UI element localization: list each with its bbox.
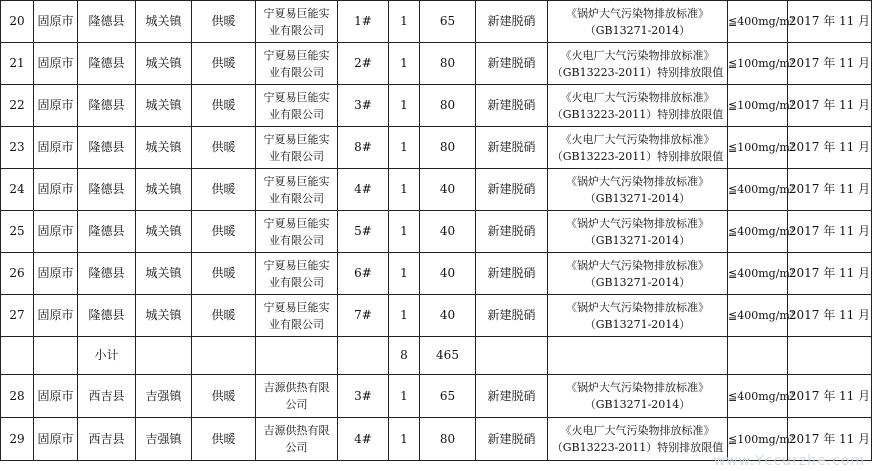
standard-cell xyxy=(548,1,728,43)
measure-cell: 新建脱硝 xyxy=(476,127,548,169)
limit-cell: ≦400mg/m³ xyxy=(728,375,788,418)
city-cell: 固原市 xyxy=(34,1,78,43)
standard-cell xyxy=(548,418,728,461)
measure-cell: 新建脱硝 xyxy=(476,418,548,461)
city-cell: 固原市 xyxy=(34,169,78,211)
row-number-cell: 25 xyxy=(1,211,34,253)
table-row xyxy=(1,127,872,169)
table-row xyxy=(1,1,872,43)
row-number-cell: 22 xyxy=(1,85,34,127)
table-row xyxy=(1,169,872,211)
standard-cell-line: （GB13271-2014） xyxy=(584,317,691,331)
company-cell xyxy=(256,127,338,169)
standard-cell-line: （GB13223-2011）特别排放限值 xyxy=(551,107,724,121)
town-cell: 城关镇 xyxy=(136,211,192,253)
limit-cell: ≦100mg/m³ xyxy=(728,127,788,169)
town-cell: 城关镇 xyxy=(136,253,192,295)
town-cell: 城关镇 xyxy=(136,169,192,211)
unit-cell: 4# xyxy=(338,169,389,211)
date-cell: 2017 年 11 月 xyxy=(788,1,872,43)
usage-cell: 供暖 xyxy=(192,375,256,418)
city-cell: 固原市 xyxy=(34,418,78,461)
standard-cell-line: 《火电厂大气污染物排放标准》 xyxy=(560,424,715,437)
limit-cell: ≦400mg/m³ xyxy=(728,211,788,253)
standard-cell-line: 《锅炉大气污染物排放标准》 xyxy=(566,6,709,20)
standard-cell xyxy=(548,85,728,127)
row-number-cell: 29 xyxy=(1,418,34,461)
standard-cell xyxy=(548,295,728,337)
count-cell: 1 xyxy=(389,1,420,43)
count-cell: 1 xyxy=(389,253,420,295)
company-cell-line: 公司 xyxy=(285,441,308,454)
usage-cell: 供暖 xyxy=(192,1,256,43)
unit-cell: 2# xyxy=(338,43,389,85)
standard-cell xyxy=(548,169,728,211)
company-cell-line: 公司 xyxy=(285,398,308,411)
date-cell: 2017 年 11 月 xyxy=(788,253,872,295)
capacity-cell: 40 xyxy=(420,169,476,211)
row-number-cell: 26 xyxy=(1,253,34,295)
standard-cell-line: 《锅炉大气污染物排放标准》 xyxy=(566,174,709,188)
limit-cell: ≦400mg/m³ xyxy=(728,253,788,295)
unit-cell: 3# xyxy=(338,375,389,418)
capacity-cell: 65 xyxy=(420,375,476,418)
company-cell-line: 业有限公司 xyxy=(269,107,324,121)
company-cell-line: 业有限公司 xyxy=(269,149,324,163)
usage-cell: 供暖 xyxy=(192,253,256,295)
subtotal-row xyxy=(1,337,872,375)
subtotal-capacity-cell: 465 xyxy=(420,337,476,375)
city-cell: 固原市 xyxy=(34,211,78,253)
date-cell: 2017 年 11 月 xyxy=(788,211,872,253)
company-cell xyxy=(256,295,338,337)
date-cell: 2017 年 11 月 xyxy=(788,295,872,337)
subtotal-blank-cell xyxy=(728,337,788,375)
company-cell xyxy=(256,211,338,253)
row-number-cell: 27 xyxy=(1,295,34,337)
date-cell: 2017 年 11 月 xyxy=(788,43,872,85)
measure-cell: 新建脱硝 xyxy=(476,375,548,418)
subtotal-count-cell: 8 xyxy=(389,337,420,375)
standard-cell-line: （GB13271-2014） xyxy=(584,275,691,289)
capacity-cell: 65 xyxy=(420,1,476,43)
usage-cell: 供暖 xyxy=(192,85,256,127)
city-cell: 固原市 xyxy=(34,43,78,85)
company-cell xyxy=(256,418,338,461)
company-cell xyxy=(256,43,338,85)
subtotal-blank-cell xyxy=(338,337,389,375)
standard-cell xyxy=(548,211,728,253)
town-cell: 吉强镇 xyxy=(136,375,192,418)
company-cell xyxy=(256,1,338,43)
unit-cell: 4# xyxy=(338,418,389,461)
company-cell xyxy=(256,375,338,418)
standard-cell xyxy=(548,253,728,295)
count-cell: 1 xyxy=(389,418,420,461)
company-cell-line: 业有限公司 xyxy=(269,191,324,205)
county-cell: 隆德县 xyxy=(78,85,136,127)
usage-cell: 供暖 xyxy=(192,43,256,85)
standard-cell-line: 《火电厂大气污染物排放标准》 xyxy=(560,90,715,104)
county-cell: 西吉县 xyxy=(78,375,136,418)
table-row xyxy=(1,85,872,127)
standard-cell-line: 《锅炉大气污染物排放标准》 xyxy=(566,258,709,272)
date-cell: 2017 年 11 月 xyxy=(788,418,872,461)
subtotal-blank-cell xyxy=(192,337,256,375)
subtotal-blank-cell xyxy=(788,337,872,375)
date-cell: 2017 年 11 月 xyxy=(788,85,872,127)
table-row xyxy=(1,43,872,85)
capacity-cell: 80 xyxy=(420,127,476,169)
county-cell: 隆德县 xyxy=(78,295,136,337)
city-cell: 固原市 xyxy=(34,85,78,127)
unit-cell: 1# xyxy=(338,1,389,43)
row-number-cell: 28 xyxy=(1,375,34,418)
limit-cell: ≦100mg/m³ xyxy=(728,85,788,127)
usage-cell: 供暖 xyxy=(192,295,256,337)
subtotal-blank-cell xyxy=(256,337,338,375)
count-cell: 1 xyxy=(389,295,420,337)
subtotal-blank-cell xyxy=(548,337,728,375)
company-cell-line: 业有限公司 xyxy=(269,65,324,79)
limit-cell: ≦100mg/m³ xyxy=(728,418,788,461)
subtotal-blank-cell xyxy=(1,337,34,375)
city-cell: 固原市 xyxy=(34,253,78,295)
date-cell: 2017 年 11 月 xyxy=(788,375,872,418)
company-cell-line: 宁夏易巨能实 xyxy=(263,132,330,146)
county-cell: 隆德县 xyxy=(78,169,136,211)
town-cell: 吉强镇 xyxy=(136,418,192,461)
unit-cell: 3# xyxy=(338,85,389,127)
usage-cell: 供暖 xyxy=(192,211,256,253)
town-cell: 城关镇 xyxy=(136,127,192,169)
company-cell-line: 宁夏易巨能实 xyxy=(263,174,330,188)
capacity-cell: 40 xyxy=(420,211,476,253)
company-cell-line: 宁夏易巨能实 xyxy=(263,6,330,20)
standard-cell-line: （GB13223-2011）特别排放限值 xyxy=(551,149,724,163)
count-cell: 1 xyxy=(389,169,420,211)
watermark: www.Yccurzhe.com xyxy=(713,453,865,469)
standard-cell-line: （GB13223-2011）特别排放限值 xyxy=(551,441,724,454)
county-cell: 隆德县 xyxy=(78,127,136,169)
capacity-cell: 80 xyxy=(420,85,476,127)
subtotal-blank-cell xyxy=(476,337,548,375)
row-number-cell: 21 xyxy=(1,43,34,85)
county-cell: 隆德县 xyxy=(78,253,136,295)
row-number-cell: 23 xyxy=(1,127,34,169)
measure-cell: 新建脱硝 xyxy=(476,1,548,43)
county-cell: 隆德县 xyxy=(78,43,136,85)
usage-cell: 供暖 xyxy=(192,169,256,211)
standard-cell-line: （GB13271-2014） xyxy=(584,233,691,247)
measure-cell: 新建脱硝 xyxy=(476,169,548,211)
unit-cell: 7# xyxy=(338,295,389,337)
standard-cell-line: 《火电厂大气污染物排放标准》 xyxy=(560,48,715,62)
company-cell-line: 业有限公司 xyxy=(269,23,324,37)
standard-cell xyxy=(548,43,728,85)
standard-cell-line: 《锅炉大气污染物排放标准》 xyxy=(566,300,709,314)
subtotal-label-cell: 小计 xyxy=(78,337,136,375)
capacity-cell: 40 xyxy=(420,295,476,337)
unit-cell: 5# xyxy=(338,211,389,253)
standard-cell xyxy=(548,375,728,418)
count-cell: 1 xyxy=(389,375,420,418)
standard-cell-line: 《火电厂大气污染物排放标准》 xyxy=(560,132,715,146)
unit-cell: 6# xyxy=(338,253,389,295)
measure-cell: 新建脱硝 xyxy=(476,295,548,337)
standard-cell-line: （GB13223-2011）特别排放限值 xyxy=(551,65,724,79)
company-cell-line: 业有限公司 xyxy=(269,317,324,331)
row-number-cell: 24 xyxy=(1,169,34,211)
town-cell: 城关镇 xyxy=(136,43,192,85)
count-cell: 1 xyxy=(389,127,420,169)
capacity-cell: 80 xyxy=(420,43,476,85)
company-cell-line: 宁夏易巨能实 xyxy=(263,300,330,314)
measure-cell: 新建脱硝 xyxy=(476,85,548,127)
unit-cell: 8# xyxy=(338,127,389,169)
measure-cell: 新建脱硝 xyxy=(476,211,548,253)
company-cell xyxy=(256,253,338,295)
usage-cell: 供暖 xyxy=(192,418,256,461)
subtotal-blank-cell xyxy=(34,337,78,375)
measure-cell: 新建脱硝 xyxy=(476,43,548,85)
city-cell: 固原市 xyxy=(34,127,78,169)
city-cell: 固原市 xyxy=(34,295,78,337)
limit-cell: ≦400mg/m³ xyxy=(728,1,788,43)
city-cell: 固原市 xyxy=(34,375,78,418)
count-cell: 1 xyxy=(389,85,420,127)
row-number-cell: 20 xyxy=(1,1,34,43)
company-cell-line: 业有限公司 xyxy=(269,275,324,289)
company-cell-line: 宁夏易巨能实 xyxy=(263,48,330,62)
table-row xyxy=(1,253,872,295)
company-cell-line: 业有限公司 xyxy=(269,233,324,247)
company-cell xyxy=(256,85,338,127)
town-cell: 城关镇 xyxy=(136,295,192,337)
table-row xyxy=(1,295,872,337)
company-cell-line: 吉源供热有限 xyxy=(263,424,330,437)
limit-cell: ≦100mg/m³ xyxy=(728,43,788,85)
capacity-cell: 80 xyxy=(420,418,476,461)
standard-cell xyxy=(548,127,728,169)
standard-cell-line: （GB13271-2014） xyxy=(584,398,691,411)
measure-cell: 新建脱硝 xyxy=(476,253,548,295)
company-cell-line: 宁夏易巨能实 xyxy=(263,216,330,230)
capacity-cell: 40 xyxy=(420,253,476,295)
limit-cell: ≦400mg/m³ xyxy=(728,295,788,337)
company-cell-line: 吉源供热有限 xyxy=(263,381,330,394)
subtotal-blank-cell xyxy=(136,337,192,375)
limit-cell: ≦400mg/m³ xyxy=(728,169,788,211)
county-cell: 西吉县 xyxy=(78,418,136,461)
standard-cell-line: （GB13271-2014） xyxy=(584,191,691,205)
company-cell xyxy=(256,169,338,211)
date-cell: 2017 年 11 月 xyxy=(788,127,872,169)
standard-cell-line: 《锅炉大气污染物排放标准》 xyxy=(566,381,709,394)
standard-cell-line: （GB13271-2014） xyxy=(584,23,691,37)
county-cell: 隆德县 xyxy=(78,211,136,253)
count-cell: 1 xyxy=(389,43,420,85)
town-cell: 城关镇 xyxy=(136,85,192,127)
usage-cell: 供暖 xyxy=(192,127,256,169)
county-cell: 隆德县 xyxy=(78,1,136,43)
count-cell: 1 xyxy=(389,211,420,253)
date-cell: 2017 年 11 月 xyxy=(788,169,872,211)
table-row xyxy=(1,375,872,418)
company-cell-line: 宁夏易巨能实 xyxy=(263,90,330,104)
standard-cell-line: 《锅炉大气污染物排放标准》 xyxy=(566,216,709,230)
town-cell: 城关镇 xyxy=(136,1,192,43)
table-row xyxy=(1,211,872,253)
company-cell-line: 宁夏易巨能实 xyxy=(263,258,330,272)
